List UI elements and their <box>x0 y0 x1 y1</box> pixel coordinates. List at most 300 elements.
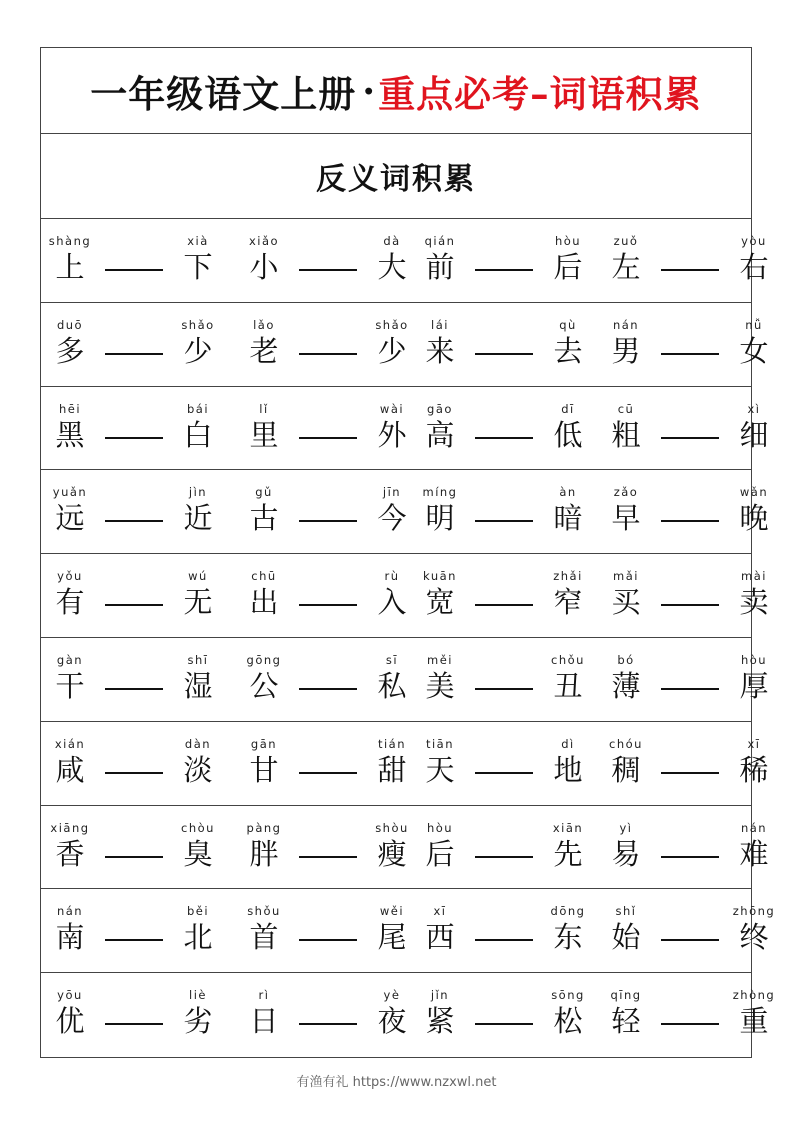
word-left <box>601 484 651 536</box>
antonym-pair <box>601 470 779 553</box>
hanzi: 细 <box>739 417 769 452</box>
pinyin: chǒu <box>551 652 585 667</box>
hanzi: 出 <box>249 585 279 620</box>
hanzi: 早 <box>611 501 641 536</box>
pinyin: lǎo <box>253 317 275 332</box>
pinyin: zhòng <box>732 988 776 1003</box>
hanzi: 有 <box>55 585 85 620</box>
pinyin: shǎo <box>181 317 215 332</box>
pinyin: zuǒ <box>613 234 639 248</box>
word-right <box>729 987 779 1039</box>
word-left <box>239 820 289 872</box>
dash-separator <box>105 604 163 606</box>
hanzi: 左 <box>611 250 641 284</box>
dash-separator <box>661 353 719 355</box>
pinyin: dà <box>383 234 401 248</box>
antonym-row <box>41 303 769 387</box>
antonym-row <box>41 554 769 638</box>
pinyin: shàng <box>48 234 92 248</box>
hanzi: 臭 <box>183 836 213 871</box>
pinyin: yǒu <box>57 569 83 584</box>
word-right <box>367 401 417 453</box>
hanzi: 厚 <box>739 668 769 703</box>
hanzi: 西 <box>425 920 455 955</box>
pinyin: tiān <box>425 736 455 751</box>
dash-separator <box>299 604 357 606</box>
title-main: 一年级语文上册 <box>90 71 357 116</box>
word-left <box>45 484 95 536</box>
pinyin: shǒu <box>247 904 281 919</box>
pinyin: dī <box>561 401 575 416</box>
antonym-pair <box>239 387 417 470</box>
word-left <box>601 401 651 453</box>
antonym-pair <box>601 638 779 721</box>
dash-separator <box>105 772 163 774</box>
hanzi: 无 <box>183 585 213 620</box>
antonym-pair <box>415 470 593 553</box>
dash-separator <box>475 856 533 858</box>
hanzi: 低 <box>553 417 583 452</box>
pinyin: shǐ <box>615 904 637 919</box>
dash-separator <box>105 856 163 858</box>
pinyin: hòu <box>426 820 454 835</box>
antonym-pair <box>239 638 417 721</box>
dash-separator <box>105 353 163 355</box>
word-left <box>601 568 651 620</box>
antonym-pair <box>415 387 593 470</box>
hanzi: 私 <box>377 668 407 703</box>
word-left <box>601 233 651 285</box>
antonym-pair <box>601 554 779 637</box>
hanzi: 难 <box>739 836 769 871</box>
hanzi: 高 <box>425 417 455 452</box>
hanzi: 远 <box>55 501 85 536</box>
hanzi: 北 <box>183 920 213 955</box>
dash-separator <box>661 856 719 858</box>
pinyin: jīn <box>382 485 402 500</box>
word-right <box>729 903 779 955</box>
antonym-pair <box>45 219 223 302</box>
pinyin: xiāng <box>50 820 90 835</box>
pinyin: yì <box>619 820 633 835</box>
hanzi: 后 <box>553 250 583 284</box>
hanzi: 暗 <box>553 501 583 536</box>
hanzi: 干 <box>55 668 85 703</box>
hanzi: 女 <box>739 333 769 368</box>
antonym-pair <box>45 470 223 553</box>
dash-separator <box>105 939 163 941</box>
dash-separator <box>299 856 357 858</box>
word-left <box>45 652 95 704</box>
hanzi: 轻 <box>611 1004 641 1039</box>
dash-separator <box>475 1023 533 1025</box>
word-left <box>239 903 289 955</box>
dash-separator <box>299 353 357 355</box>
word-right <box>543 652 593 704</box>
word-left <box>45 317 95 369</box>
word-right <box>543 987 593 1039</box>
antonym-pair <box>45 889 223 972</box>
pinyin: yuǎn <box>52 485 88 500</box>
word-left <box>601 903 651 955</box>
pinyin: xī <box>747 736 761 751</box>
hanzi: 老 <box>249 333 279 368</box>
hanzi: 公 <box>249 668 279 703</box>
word-left <box>239 233 289 285</box>
hanzi: 卖 <box>739 585 769 620</box>
dash-separator <box>475 520 533 522</box>
pinyin: sī <box>385 652 399 667</box>
hanzi: 今 <box>377 501 407 536</box>
word-right <box>173 820 223 872</box>
pinyin: mǎi <box>613 569 639 584</box>
word-left <box>45 987 95 1039</box>
antonym-row <box>41 387 769 471</box>
pinyin: hòu <box>554 234 582 248</box>
antonym-pair <box>45 303 223 386</box>
pinyin: bái <box>186 401 210 416</box>
hanzi: 少 <box>377 333 407 368</box>
word-right <box>367 484 417 536</box>
dash-separator <box>661 437 719 439</box>
dash-separator <box>661 520 719 522</box>
pinyin: gāo <box>427 401 453 416</box>
word-left <box>415 736 465 788</box>
word-right <box>729 401 779 453</box>
antonym-worksheet <box>40 47 776 1058</box>
section-heading: 反义词积累 <box>41 134 751 219</box>
hanzi: 外 <box>377 417 407 452</box>
hanzi: 稠 <box>611 752 641 787</box>
hanzi: 南 <box>55 920 85 955</box>
pinyin: nán <box>740 820 768 835</box>
dash-separator <box>475 353 533 355</box>
dash-separator <box>661 939 719 941</box>
pinyin: duō <box>56 317 84 332</box>
pinyin: míng <box>422 485 458 500</box>
antonym-pair <box>239 303 417 386</box>
pinyin: pàng <box>246 820 282 835</box>
word-left <box>239 652 289 704</box>
title-highlight: 重点必考–词语积累 <box>378 71 702 116</box>
pinyin: nán <box>56 904 84 919</box>
pinyin: jìn <box>188 485 208 500</box>
pinyin: gān <box>250 736 278 751</box>
word-right <box>729 317 779 369</box>
word-right <box>173 484 223 536</box>
hanzi: 稀 <box>739 752 769 787</box>
word-right <box>543 736 593 788</box>
dash-separator <box>299 269 357 271</box>
hanzi: 东 <box>553 920 583 955</box>
word-right <box>543 484 593 536</box>
dash-separator <box>105 1023 163 1025</box>
pinyin: liè <box>189 988 207 1003</box>
word-left <box>45 903 95 955</box>
hanzi: 湿 <box>183 668 213 703</box>
antonym-pair <box>45 806 223 889</box>
hanzi: 上 <box>55 250 85 284</box>
hanzi: 大 <box>377 250 407 284</box>
antonym-pair <box>415 638 593 721</box>
antonym-pair <box>601 806 779 889</box>
pinyin: tián <box>377 736 407 751</box>
pinyin: wěi <box>379 904 405 919</box>
hanzi: 宽 <box>425 585 455 620</box>
antonym-pair <box>601 387 779 470</box>
pinyin: nǚ <box>745 317 763 332</box>
word-right <box>367 903 417 955</box>
dash-separator <box>105 269 163 271</box>
antonym-pair <box>601 303 779 386</box>
word-left <box>601 652 651 704</box>
antonym-row <box>41 638 769 722</box>
pinyin: yè <box>383 988 401 1003</box>
dash-separator <box>299 437 357 439</box>
hanzi: 优 <box>55 1004 85 1039</box>
word-right <box>543 401 593 453</box>
word-right <box>173 317 223 369</box>
word-left <box>415 568 465 620</box>
dash-separator <box>661 1023 719 1025</box>
dash-separator <box>475 772 533 774</box>
word-left <box>415 987 465 1039</box>
title-row <box>41 48 751 134</box>
pinyin: àn <box>559 485 577 500</box>
hanzi: 白 <box>183 417 213 452</box>
word-right <box>173 736 223 788</box>
hanzi: 去 <box>553 333 583 368</box>
antonym-pair <box>239 889 417 972</box>
dash-separator <box>299 688 357 690</box>
word-right <box>729 484 779 536</box>
hanzi: 淡 <box>183 752 213 787</box>
word-right <box>729 652 779 704</box>
word-left <box>415 401 465 453</box>
word-left <box>45 233 95 285</box>
hanzi: 黑 <box>55 417 85 452</box>
word-left <box>415 652 465 704</box>
antonym-row <box>41 973 776 1057</box>
dash-separator <box>661 772 719 774</box>
pinyin: dàn <box>184 736 212 751</box>
hanzi: 丑 <box>553 668 583 703</box>
pinyin: gǔ <box>255 485 273 500</box>
pinyin: xiān <box>552 820 584 835</box>
word-right <box>543 568 593 620</box>
word-left <box>239 484 289 536</box>
hanzi: 尾 <box>377 920 407 955</box>
antonym-pair <box>45 973 223 1057</box>
word-right <box>543 317 593 369</box>
antonym-row <box>41 219 769 303</box>
antonym-pair <box>45 554 223 637</box>
word-right <box>543 820 593 872</box>
hanzi: 明 <box>425 501 455 536</box>
pinyin: yòu <box>741 234 767 248</box>
word-left <box>239 401 289 453</box>
word-left <box>415 903 465 955</box>
hanzi: 地 <box>553 752 583 787</box>
hanzi: 少 <box>183 333 213 368</box>
pinyin: zǎo <box>613 485 639 500</box>
word-left <box>45 568 95 620</box>
pinyin: shǎo <box>375 317 409 332</box>
antonym-pair <box>601 889 779 972</box>
pinyin: zhōng <box>732 904 776 919</box>
hanzi: 瘦 <box>377 836 407 871</box>
pinyin: mài <box>741 569 767 584</box>
antonym-pair <box>415 303 593 386</box>
pinyin: xià <box>187 234 209 248</box>
antonym-pair <box>601 219 779 302</box>
pinyin: wú <box>188 569 208 584</box>
antonym-pair <box>239 219 417 302</box>
hanzi: 粗 <box>611 417 641 452</box>
pinyin: měi <box>427 652 453 667</box>
dash-separator <box>475 437 533 439</box>
hanzi: 古 <box>249 501 279 536</box>
pinyin: shòu <box>375 820 409 835</box>
word-left <box>415 484 465 536</box>
dash-separator <box>299 939 357 941</box>
word-left <box>239 987 289 1039</box>
dash-separator <box>299 520 357 522</box>
pinyin: xì <box>747 401 761 416</box>
pinyin: hòu <box>740 652 768 667</box>
hanzi: 晚 <box>739 501 769 536</box>
pinyin: chū <box>251 569 277 584</box>
hanzi: 小 <box>249 250 279 284</box>
word-left <box>415 317 465 369</box>
hanzi: 易 <box>611 836 641 871</box>
pinyin: xiǎo <box>248 234 280 248</box>
pinyin: wài <box>379 401 405 416</box>
dash-separator <box>475 269 533 271</box>
pinyin: qīng <box>610 988 642 1003</box>
pinyin: jǐn <box>430 988 450 1003</box>
hanzi: 前 <box>425 250 455 284</box>
pinyin: sōng <box>551 988 585 1003</box>
antonym-pair <box>601 722 779 805</box>
antonym-pair <box>239 470 417 553</box>
antonym-pair <box>415 722 593 805</box>
hanzi: 夜 <box>377 1004 407 1039</box>
hanzi: 香 <box>55 836 85 871</box>
word-left <box>415 820 465 872</box>
hanzi: 松 <box>553 1004 583 1039</box>
hanzi: 日 <box>249 1004 279 1039</box>
hanzi: 甜 <box>377 752 407 787</box>
word-left <box>601 987 651 1039</box>
dash-separator <box>475 939 533 941</box>
hanzi: 美 <box>425 668 455 703</box>
antonym-rows <box>41 219 776 1057</box>
hanzi: 首 <box>249 920 279 955</box>
dash-separator <box>661 269 719 271</box>
pinyin: lái <box>431 317 449 332</box>
word-right <box>367 820 417 872</box>
word-left <box>415 233 465 285</box>
dash-separator <box>299 772 357 774</box>
title-separator: · <box>362 68 377 113</box>
pinyin: nán <box>612 317 640 332</box>
word-right <box>173 652 223 704</box>
hanzi: 终 <box>739 920 769 955</box>
pinyin: rù <box>384 569 400 584</box>
hanzi: 甘 <box>249 752 279 787</box>
hanzi: 近 <box>183 501 213 536</box>
hanzi: 劣 <box>183 1004 213 1039</box>
word-left <box>45 736 95 788</box>
hanzi: 咸 <box>55 752 85 787</box>
antonym-pair <box>45 387 223 470</box>
hanzi: 里 <box>249 417 279 452</box>
pinyin: cū <box>617 401 635 416</box>
pinyin: běi <box>186 904 210 919</box>
word-right <box>173 233 223 285</box>
pinyin: dōng <box>550 904 586 919</box>
word-right <box>729 568 779 620</box>
word-right <box>367 233 417 285</box>
word-left <box>45 401 95 453</box>
word-right <box>367 568 417 620</box>
word-right <box>367 987 417 1039</box>
antonym-row <box>41 722 769 806</box>
word-right <box>729 736 779 788</box>
pinyin: kuān <box>423 569 457 584</box>
pinyin: zhǎi <box>553 569 583 584</box>
hanzi: 后 <box>425 836 455 871</box>
hanzi: 右 <box>739 250 769 284</box>
antonym-pair <box>239 973 417 1057</box>
pinyin: xián <box>54 736 86 751</box>
dash-separator <box>105 437 163 439</box>
word-right <box>173 401 223 453</box>
pinyin: xī <box>433 904 447 919</box>
antonym-pair <box>601 973 779 1057</box>
antonym-pair <box>415 889 593 972</box>
dash-separator <box>661 604 719 606</box>
word-right <box>367 317 417 369</box>
hanzi: 紧 <box>425 1004 455 1039</box>
dash-separator <box>105 688 163 690</box>
word-right <box>173 987 223 1039</box>
word-right <box>367 736 417 788</box>
word-left <box>601 317 651 369</box>
pinyin: gàn <box>56 652 84 667</box>
word-right <box>173 568 223 620</box>
pinyin: chòu <box>181 820 215 835</box>
pinyin: hēi <box>58 401 82 416</box>
antonym-pair <box>415 219 593 302</box>
word-right <box>543 903 593 955</box>
pinyin: yōu <box>57 988 83 1003</box>
hanzi: 来 <box>425 333 455 368</box>
antonym-pair <box>45 722 223 805</box>
hanzi: 买 <box>611 585 641 620</box>
word-left <box>239 317 289 369</box>
hanzi: 男 <box>611 333 641 368</box>
pinyin: shī <box>187 652 209 667</box>
word-right <box>543 233 593 285</box>
hanzi: 薄 <box>611 668 641 703</box>
hanzi: 先 <box>553 836 583 871</box>
word-right <box>367 652 417 704</box>
word-left <box>239 736 289 788</box>
antonym-row <box>41 889 776 973</box>
dash-separator <box>475 604 533 606</box>
